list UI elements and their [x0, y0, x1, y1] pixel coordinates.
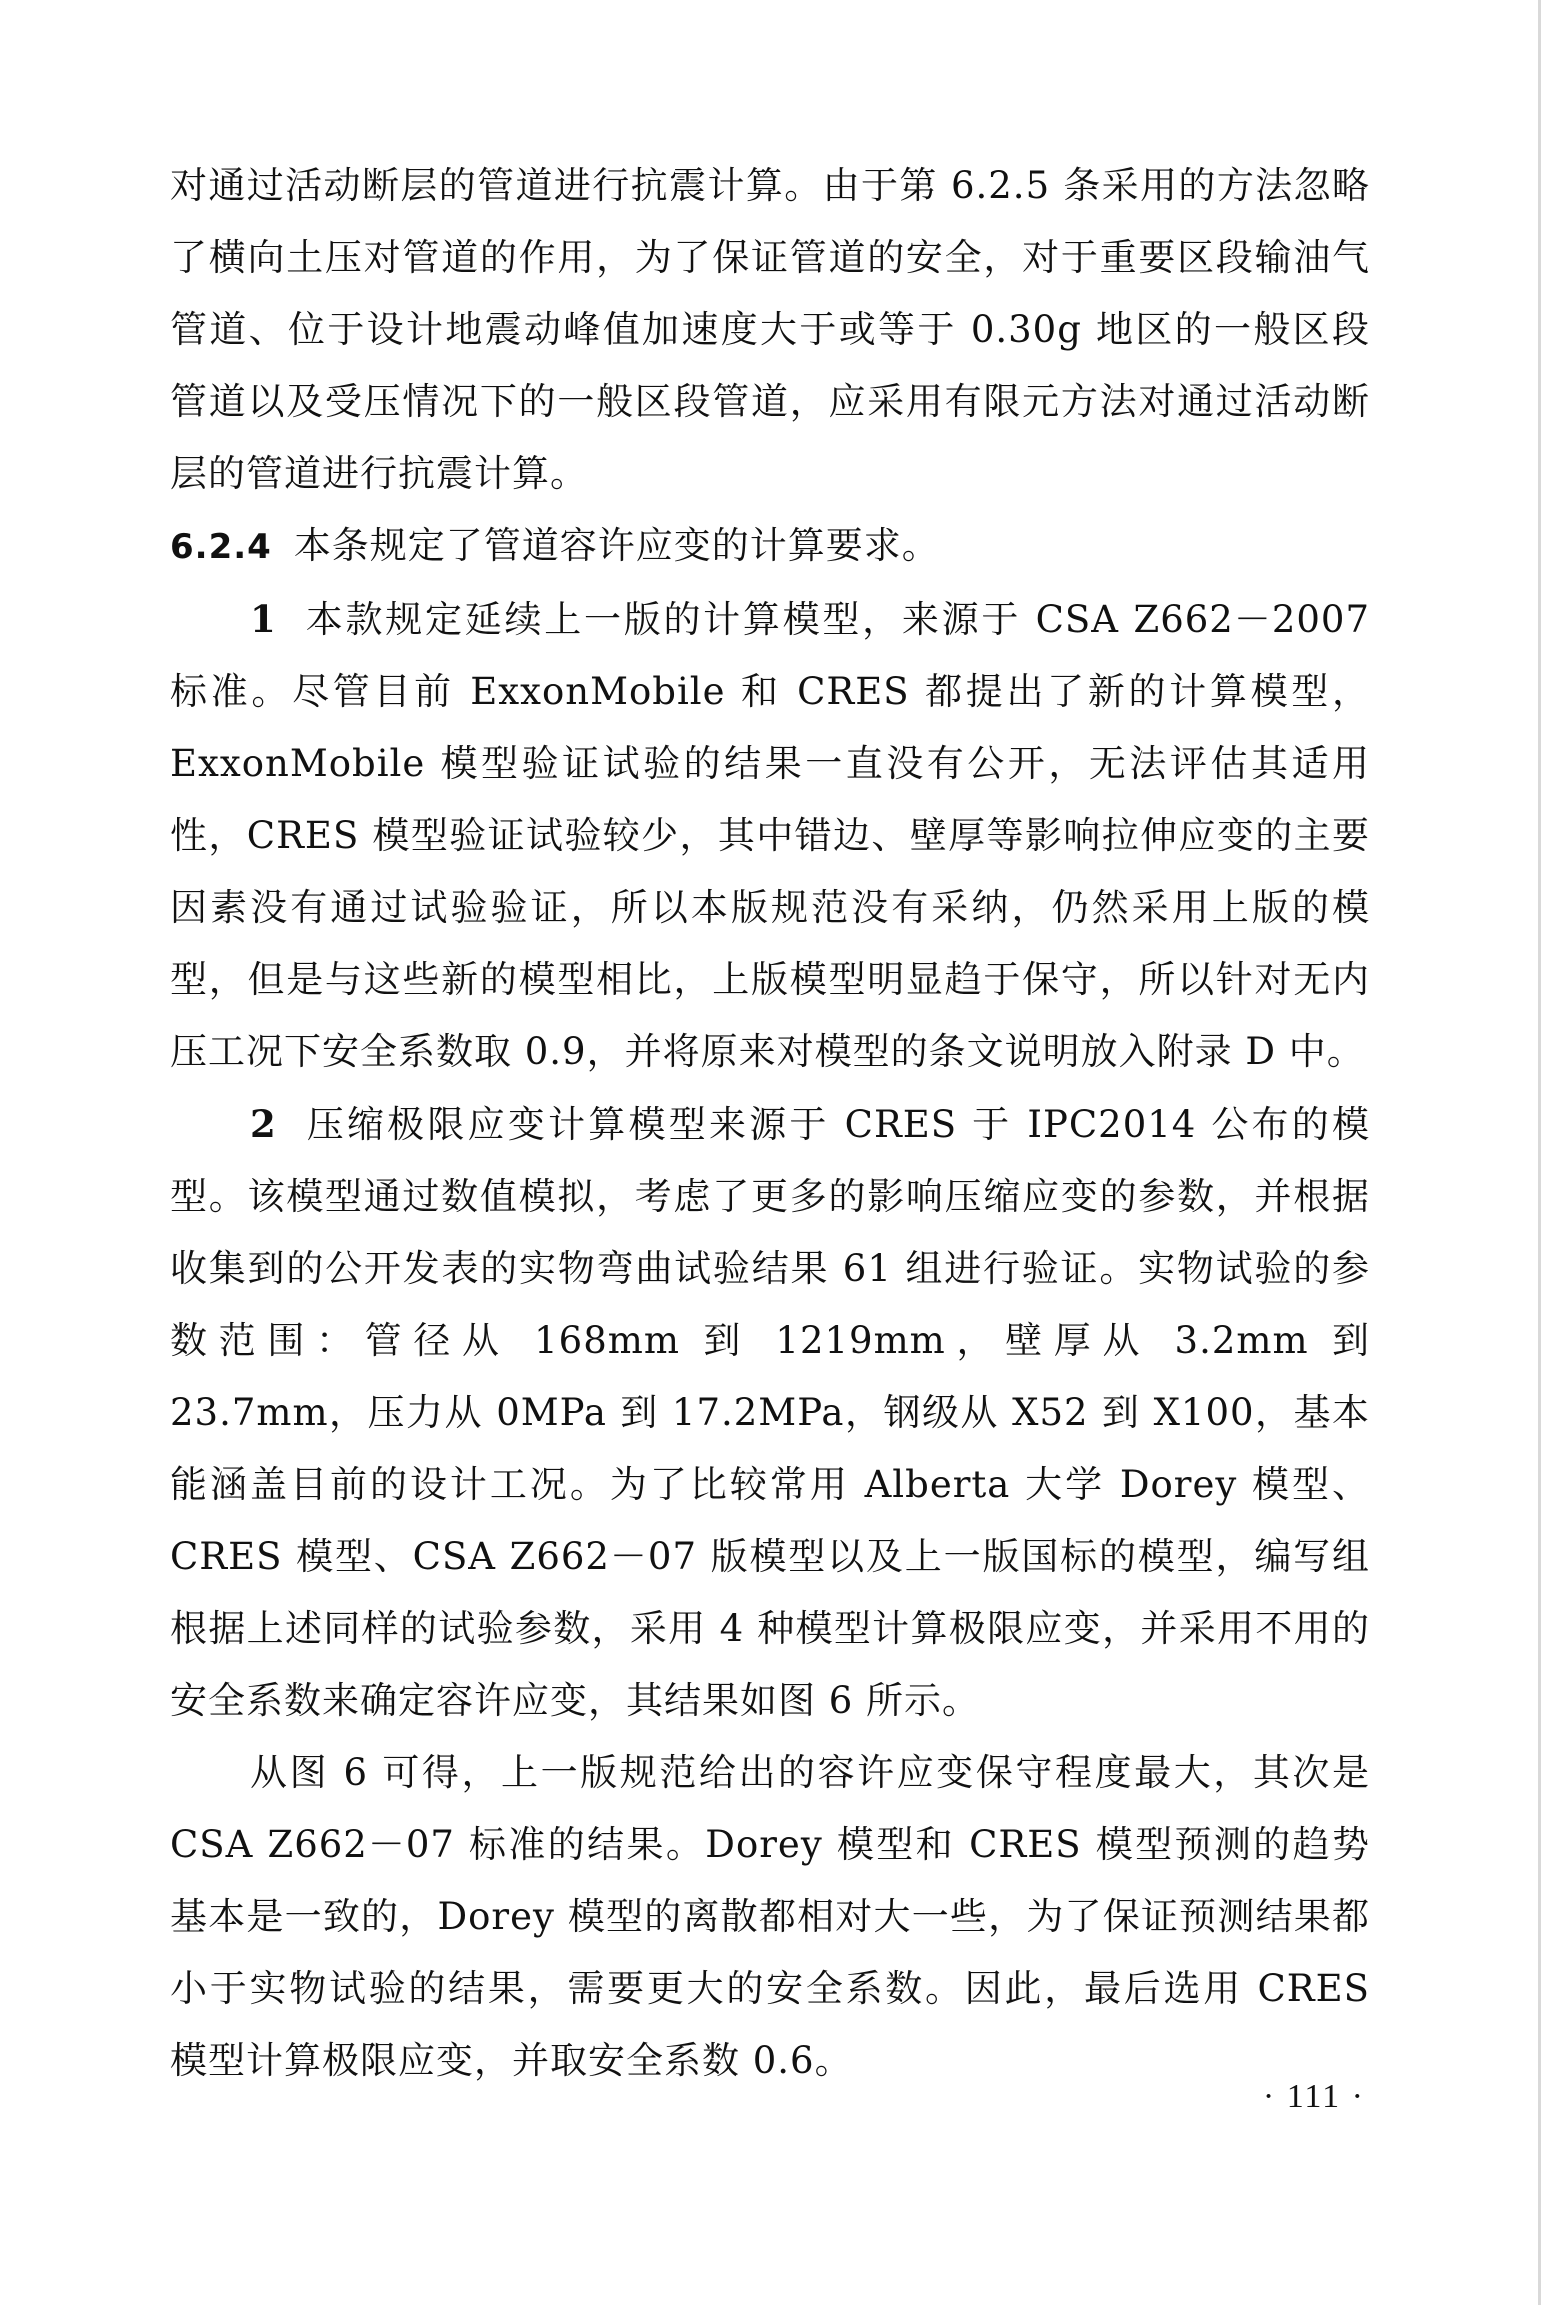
item-number: 2	[250, 1102, 277, 1146]
paragraph-text: 从图 6 可得，上一版规范给出的容许应变保守程度最大，其次是 CSA Z662－07 标准的结果。Dorey 模型和 CRES 模型预测的趋势基本是一致的，Dorey 模型的离散都相对大一些，为了保证预测结果都小于实物试验的结果，需要更大的安全系数。因此，最后选用 CRES 模型计算极限应变，并取安全系数 0.6。	[170, 1751, 1370, 2082]
clause-text: 本条规定了管道容许应变的计算要求。	[293, 524, 940, 567]
paragraph-text: 对通过活动断层的管道进行抗震计算。由于第 6.2.5 条采用的方法忽略了横向土压对管道的作用，为了保证管道的安全，对于重要区段输油气管道、位于设计地震动峰值加速度大于或等于 0.30g 地区的一般区段管道以及受压情况下的一般区段管道，应采用有限元方法对通过活动断层的管道进行抗震计算。	[170, 164, 1370, 495]
body-text	[170, 150, 1370, 2097]
page-number: · 111 ·	[1262, 2078, 1365, 2115]
item-text: 本款规定延续上一版的计算模型，来源于 CSA Z662－2007 标准。尽管目前 ExxonMobile 和 CRES 都提出了新的计算模型，ExxonMobile 模型验证试验的结果一直没有公开，无法评估其适用性，CRES 模型验证试验较少，其中错边、壁厚等影响拉伸应变的主要因素没有通过试验验证，所以本版规范没有采纳，仍然采用上版的模型，但是与这些新的模型相比，上版模型明显趋于保守，所以针对无内压工况下安全系数取 0.9，并将原来对模型的条文说明放入附录 D 中。	[170, 598, 1370, 1073]
item-text: 压缩极限应变计算模型来源于 CRES 于 IPC2014 公布的模型。该模型通过数值模拟，考虑了更多的影响压缩应变的参数，并根据收集到的公开发表的实物弯曲试验结果 61 组进行验证。实物试验的参数范围：管径从 168mm 到 1219mm，壁厚从 3.2mm 到 23.7mm，压力从 0MPa 到 17.2MPa，钢级从 X52 到 X100，基本能涵盖目前的设计工况。为了比较常用 Alberta 大学 Dorey 模型、CRES 模型、CSA Z662－07 版模型以及上一版国标的模型，编写组根据上述同样的试验参数，采用 4 种模型计算极限应变，并采用不用的安全系数来确定容许应变，其结果如图 6 所示。	[170, 1103, 1370, 1722]
item-number: 1	[250, 597, 277, 641]
page-edge-line	[1538, 0, 1541, 2305]
clause-number: 6.2.4	[170, 527, 272, 567]
paragraph-continuation	[170, 150, 1370, 510]
item-1	[170, 583, 1370, 1088]
item-2	[170, 1088, 1370, 1737]
paragraph-conclusion	[170, 1737, 1370, 2097]
clause-6-2-4	[170, 510, 1370, 583]
